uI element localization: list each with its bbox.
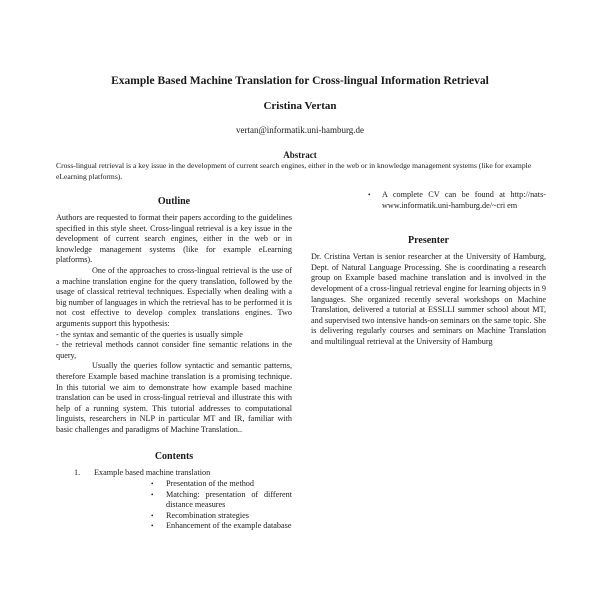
contents-list [56, 468, 292, 532]
paper-title: Example Based Machine Translation for Cross-lingual Information Retrieval [111, 75, 489, 87]
presenter-bio: Dr. Cristina Vertan is senior researcher at the University of Hamburg, Dept. of Natural Language Processing. She is coordinating a research group on Example based machine translation and is involved in the development of a cross-lingual retrieval engine for learning objects in 9 languages. She organized recently several workshops on Machine Translation, delivered a tutorial at ESSLLI summer school about MT, and supervised two intensive hands-on seminars on the same topic. She is delivering regularly courses and seminars on Machine Translation and multilingual retrieval at the University of Hamburg [311, 252, 546, 346]
right-column [311, 190, 546, 348]
contents-item-label: Example based machine translation [94, 468, 211, 478]
presenter-heading: Presenter [408, 235, 449, 247]
outline-paragraph-2: One of the approaches to cross-lingual retrieval is the use of a machine translation engine for the query translation, followed by the usage of classical retrieval techniques. Especially when dealing with a big number of languages in which the retrieval has to be performed it is not cost effective to develop complex translations engines. Two arguments support this hypothesis: [56, 265, 292, 328]
author-email: vertan@informatik.uni-hamburg.de [235, 125, 365, 135]
contents-subitem: • Matching: presentation of different distance measures [151, 489, 292, 510]
contents-item-number: 1. [74, 468, 81, 478]
outline-paragraph-3: Usually the queries follow syntactic and semantic patterns, therefore Example based machine translation is a promising technique. In this tutorial we aim to demonstrate how example based machine translation can be used in cross-lingual retrieval and illustrate this with help of a running system. This tutorial addresses to computational linguists, researchers in NLP in particular MT and IR, familiar with basic challenges and paradigms of Machine Translation.. [56, 361, 292, 434]
outline-heading: Outline [157, 196, 191, 207]
cv-link-text: A complete CV can be found at http://nats-www.informatik.uni-hamburg.de/~cri em [382, 190, 546, 210]
abstract-text: Cross-lingual retrieval is a key issue in the development of current search engines, either in the web or in knowledge management systems (like for example eLearning platforms). [56, 161, 532, 181]
contents-item [56, 468, 292, 532]
outline-paragraph-1: Authors are requested to format their papers according to the guidelines specified in this style sheet. Cross-lingual retrieval is a key issue in the development of current search engines, either in the web or in knowledge management systems (like for example eLearning platforms). [56, 213, 292, 265]
cv-note [311, 190, 546, 211]
contents-sublist [94, 479, 292, 532]
author-name: Cristina Vertan [263, 100, 337, 112]
bullet-icon: • [151, 490, 154, 499]
bullet-icon: • [151, 511, 154, 520]
contents-subitem: • Presentation of the method [151, 479, 254, 489]
bullet-icon: • [368, 191, 371, 199]
abstract-heading: Abstract [283, 150, 317, 160]
outline-argument-1: - the syntax and semantic of the queries is usually simple [56, 329, 243, 339]
left-column [56, 196, 292, 532]
bullet-icon: • [151, 522, 154, 531]
bullet-icon: • [151, 480, 154, 489]
contents-subitem: • Recombination strategies [151, 510, 249, 520]
outline-argument-2: - the retrieval methods cannot consider fine semantic relations in the query, [56, 340, 292, 360]
contents-subitem: • Enhancement of the example database [151, 521, 292, 531]
contents-heading: Contents [154, 451, 194, 463]
